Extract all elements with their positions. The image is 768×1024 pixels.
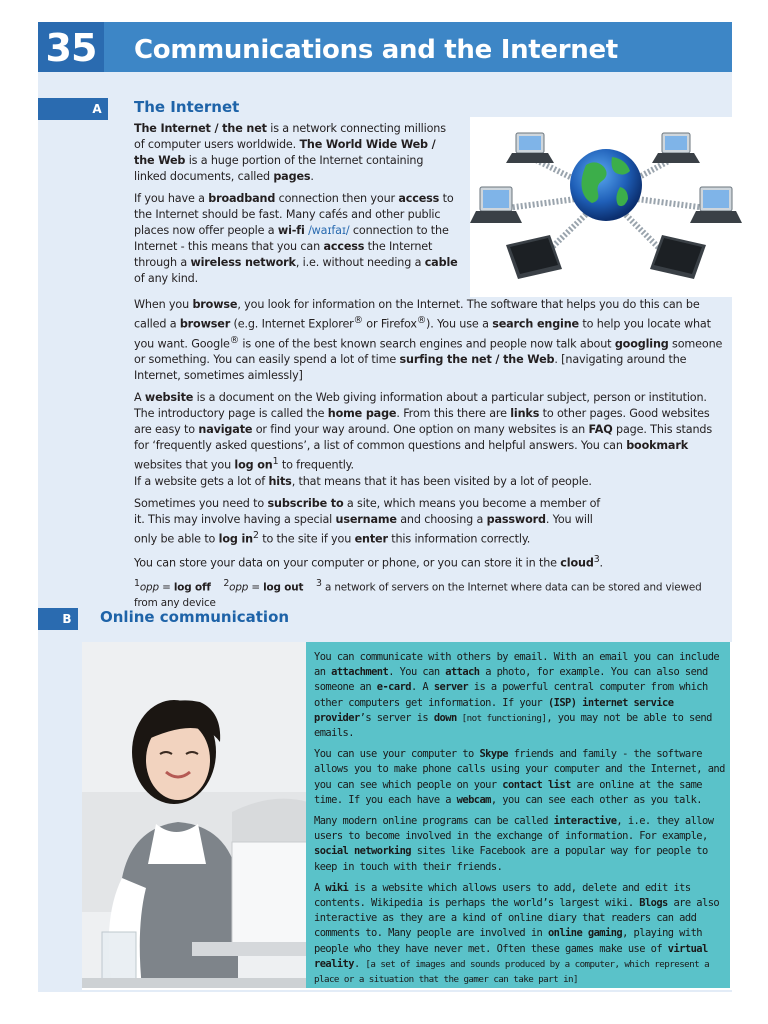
paragraph-email	[314, 650, 726, 741]
text: .	[353, 957, 366, 970]
term: website	[144, 391, 194, 405]
footnote-number: 1	[134, 577, 140, 589]
text: of any kind.	[134, 272, 198, 285]
text: If you have a	[134, 192, 209, 205]
text: When you	[134, 298, 193, 311]
text: ’s server is	[359, 711, 434, 724]
text: , that means that it has been visited by a lot of people.	[291, 475, 592, 489]
laptop-icon	[506, 133, 554, 163]
text: to help you locate what you want. Google	[134, 317, 711, 351]
term: browse	[192, 298, 238, 311]
text: is one of the best known search engines and people now talk about	[239, 337, 615, 351]
text: someone or something. You can easily spend a lot of time	[134, 337, 723, 367]
text: ). You use a	[426, 317, 493, 331]
term: browser	[179, 317, 231, 331]
section-a-title: The Internet	[134, 98, 240, 116]
section-b-letter: B	[62, 612, 72, 626]
term: username	[335, 513, 397, 527]
term: pages	[273, 170, 311, 183]
paragraph-website	[134, 390, 724, 490]
term: access	[323, 240, 365, 253]
definition: [not functioning]	[456, 712, 547, 724]
text: , playing with people who they have never met. Often these games make use of	[314, 927, 703, 955]
text: .	[310, 170, 314, 183]
term: (ISP) internet service provider	[314, 696, 674, 724]
text: a network of servers on the Internet where data can be stored and viewed from any device	[134, 581, 702, 610]
section-a-tab	[38, 98, 108, 120]
term: log on	[234, 459, 273, 473]
text: . You can	[388, 666, 446, 679]
term: contact list	[502, 778, 571, 791]
unit-header	[38, 22, 732, 72]
paragraph-subscribe	[134, 496, 604, 548]
text: friends and family - the software allows you to make phone calls using your computer and the Internet, and you can see which people on your	[314, 748, 725, 791]
term: attachment	[331, 666, 389, 679]
text: , you may not be able to send emails.	[314, 711, 712, 740]
text: is a huge portion of the Internet containing linked documents, called	[134, 154, 424, 183]
text: A	[314, 881, 326, 894]
text: , i.e. they allow users to become involved in the exchange of information. For example,	[314, 815, 714, 843]
text: You can communicate with others by email. With an email you can include an	[314, 651, 720, 679]
text: are also interactive as they are a kind of online diary that readers can add comments to. Many people are involved in	[314, 897, 720, 940]
text: or Firefox	[362, 317, 417, 331]
term: webcam	[456, 793, 491, 806]
term: links	[510, 407, 540, 421]
section-a-body	[134, 297, 724, 615]
term: log out	[263, 581, 304, 594]
term: interactive	[553, 815, 617, 828]
registered-mark: ®	[353, 315, 363, 326]
text: =	[248, 581, 264, 594]
term: googling	[614, 337, 669, 351]
text: . From this there are	[396, 407, 511, 421]
text: , you look for information on the Internet. The software that helps you do this can be called a	[134, 298, 700, 331]
text: opp	[229, 581, 249, 594]
text: a photo, for example. You can also send someone an	[314, 666, 708, 694]
term: attach	[445, 666, 480, 679]
text: sites like Facebook are a popular way for people to keep in touch with their friends.	[314, 845, 708, 873]
globe-network-icon	[470, 117, 742, 297]
term: Blogs	[639, 897, 668, 910]
term: online gaming	[547, 927, 623, 940]
footnote-number: 3	[315, 577, 322, 589]
term: enter	[354, 532, 388, 546]
text: . You will only be able to	[134, 513, 593, 546]
term: access	[398, 192, 440, 205]
text: websites that you	[134, 459, 235, 473]
text: to the Internet should be fast. Many cafés and other public places now offer people a	[134, 192, 454, 237]
text: connection then your	[275, 192, 399, 205]
text: are online at the same time. If you each have a	[314, 778, 702, 806]
laptop-icon	[652, 133, 700, 163]
text: , i.e. without needing a	[295, 256, 425, 269]
woman-using-laptop-image	[82, 642, 308, 988]
term: Skype	[479, 748, 508, 761]
term: social networking	[314, 845, 411, 858]
text: is a network connecting millions of computer users worldwide.	[134, 122, 446, 151]
laptop-icon	[650, 235, 706, 279]
text: . [navigating around the Internet, sometimes aimlessly]	[134, 353, 687, 383]
footnote-ref: 2	[252, 530, 259, 542]
phonetic: /waɪfaɪ/	[308, 224, 350, 237]
text: Many modern online programs can be called	[314, 815, 554, 828]
paragraph-interactive	[314, 814, 726, 875]
term: hits	[268, 475, 292, 489]
paragraph-skype	[314, 747, 726, 808]
term: server	[433, 681, 469, 694]
term: e-card	[376, 681, 411, 694]
term: cloud	[560, 556, 594, 570]
footnote-number: 2	[223, 577, 230, 589]
text: or find your way around. One option on many websites is an	[252, 423, 589, 437]
text: If a website gets a lot of	[134, 475, 269, 489]
text: this information correctly.	[387, 532, 531, 546]
term: search engine	[492, 317, 579, 331]
footnotes	[134, 576, 724, 611]
term: bookmark	[626, 439, 688, 453]
term: subscribe to	[267, 497, 344, 511]
text: is a powerful central computer from which other computers get information. If your	[314, 681, 708, 709]
text: , you can see each other as you talk.	[490, 793, 703, 806]
term: wi-fi	[277, 224, 305, 237]
text: You can store your data on your computer or phone, or you can store it in the	[134, 556, 561, 570]
term: cable	[424, 256, 458, 269]
term: FAQ	[588, 423, 613, 437]
text: to frequently.	[278, 459, 354, 473]
paragraph-internet	[134, 121, 458, 185]
text: and choosing a	[396, 513, 487, 527]
term: virtual reality	[314, 942, 708, 970]
text: a site, which means you become a member of it. This may involve having a special	[134, 497, 601, 527]
unit-title: Communications and the Internet	[134, 35, 618, 65]
term: log in	[218, 532, 253, 546]
footnote-ref: 3	[593, 553, 600, 565]
text: is a document on the Web giving information about a particular subject, person or institution. The introductory page is called the	[134, 391, 707, 421]
online-communication-panel	[82, 642, 732, 990]
text: (e.g. Internet Explorer	[230, 317, 354, 331]
term: navigate	[198, 423, 253, 437]
footnote-ref: 1	[272, 456, 279, 468]
laptop-icon	[506, 235, 562, 279]
section-b-body	[314, 650, 726, 991]
paragraph-broadband	[134, 191, 458, 287]
paragraph-browse	[134, 297, 724, 384]
section-a-letter: A	[92, 102, 102, 116]
text: =	[158, 581, 174, 594]
registered-mark: ®	[229, 334, 239, 346]
text: to the site if you	[258, 532, 355, 546]
text: is a website which allows users to add, delete and edit its contents. Wikipedia is perhaps the world’s largest wiki.	[314, 881, 691, 910]
term: home page	[327, 407, 397, 421]
text: connection to the Internet - this means that you can	[134, 224, 449, 253]
unit-number: 35	[38, 22, 104, 72]
term: surfing the net / the Web	[399, 353, 555, 367]
term: down	[433, 711, 457, 724]
text: opp	[139, 581, 159, 594]
term: log off	[173, 581, 211, 594]
globe	[570, 149, 642, 221]
page	[38, 22, 732, 992]
section-b-title: Online communication	[100, 608, 290, 626]
text: You can use your computer to	[314, 748, 480, 761]
section-a-intro	[134, 121, 458, 291]
term: The World Wide Web / the Web	[134, 138, 436, 167]
text: to other pages. Good websites are easy to	[134, 407, 710, 437]
section-b-tab	[38, 608, 78, 630]
registered-mark: ®	[416, 315, 427, 326]
text: A	[134, 391, 145, 405]
text: Sometimes you need to	[134, 497, 268, 511]
term: wiki	[325, 881, 349, 894]
term: password	[486, 513, 546, 527]
term: The Internet / the net	[134, 122, 267, 135]
paragraph-cloud	[134, 552, 724, 572]
term: wireless network	[190, 256, 296, 269]
paragraph-wiki	[314, 881, 726, 987]
text: . A	[411, 681, 434, 694]
text: page. This stands for ‘frequently asked questions’, a list of common questions and helpful answers. You can	[134, 423, 713, 453]
network-illustration	[470, 117, 742, 297]
text: .	[599, 556, 603, 570]
term: broadband	[208, 192, 276, 205]
online-communication-text-panel	[306, 642, 730, 988]
text: the Internet through a	[134, 240, 433, 269]
woman-laptop-photo	[82, 642, 308, 988]
definition: [a set of images and sounds produced by a computer, which represent a place or a situation that the gamer can take part in]	[314, 958, 710, 986]
